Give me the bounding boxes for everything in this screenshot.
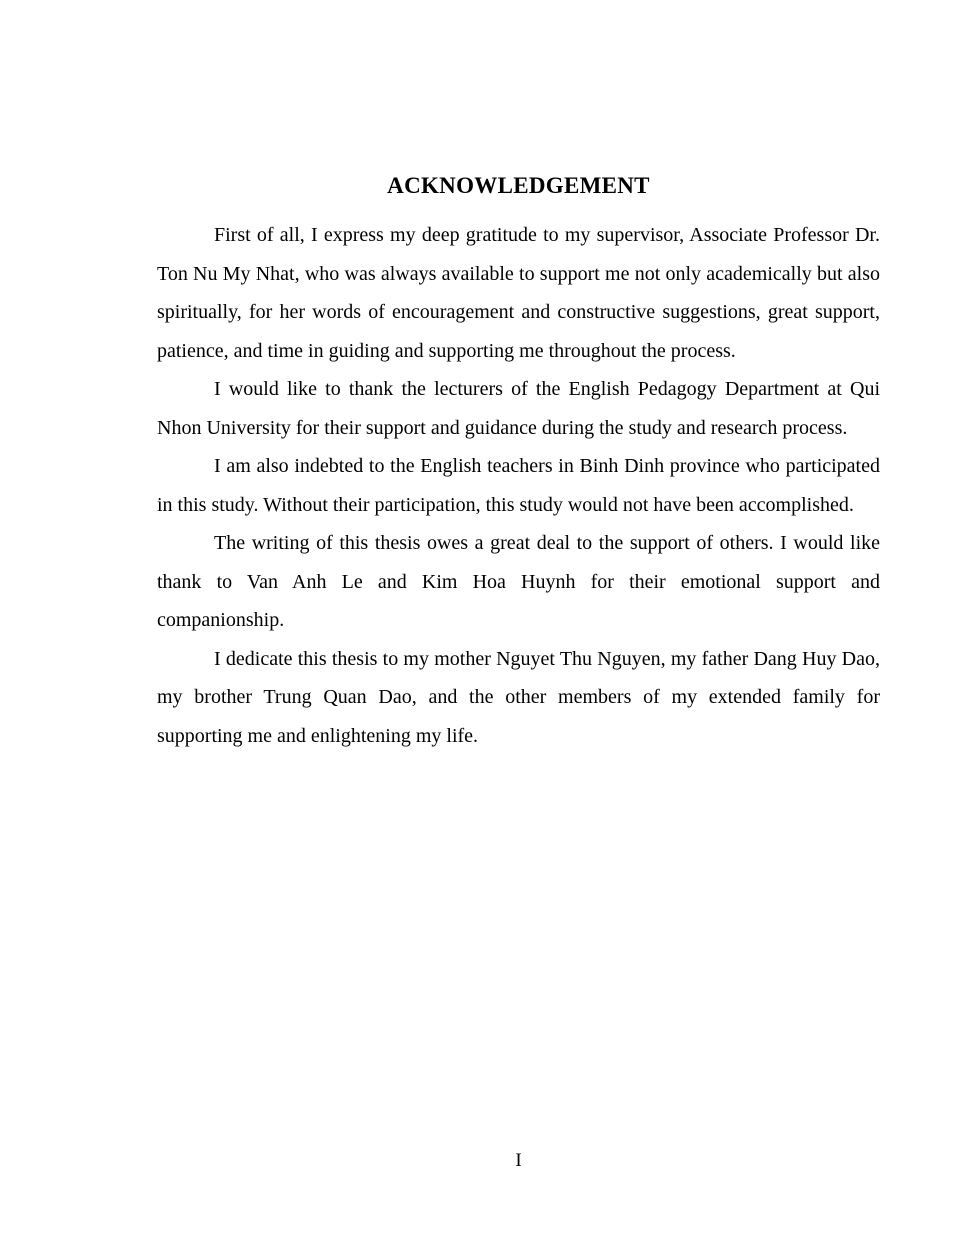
body-paragraphs — [157, 216, 880, 755]
page-number: I — [515, 1150, 522, 1171]
paragraph-1: First of all, I express my deep gratitude to my supervisor, Associate Professor Dr. Ton Nu My Nhat, who was always available to support me not only academically but also spiritually, for her words of encouragement and constructive suggestions, great support, patience, and time in guiding and supporting me throughout the process. — [157, 224, 880, 362]
paragraph-2: I would like to thank the lecturers of the English Pedagogy Department at Qui Nhon University for their support and guidance during the study and research process. — [157, 378, 880, 439]
text-block — [157, 172, 880, 755]
paragraph-5: I dedicate this thesis to my mother Nguyet Thu Nguyen, my father Dang Huy Dao, my brother Trung Quan Dao, and the other members of my extended family for supporting me and enlightening my life. — [157, 647, 880, 747]
paragraph-4: The writing of this thesis owes a great deal to the support of others. I would like thank to Van Anh Le and Kim Hoa Huynh for their emotional support and companionship. — [157, 532, 880, 631]
page-title: ACKNOWLEDGEMENT — [387, 173, 650, 198]
paragraph-3: I am also indebted to the English teachers in Binh Dinh province who participated in this study. Without their participation, this study would not have been accomplished. — [157, 455, 880, 516]
